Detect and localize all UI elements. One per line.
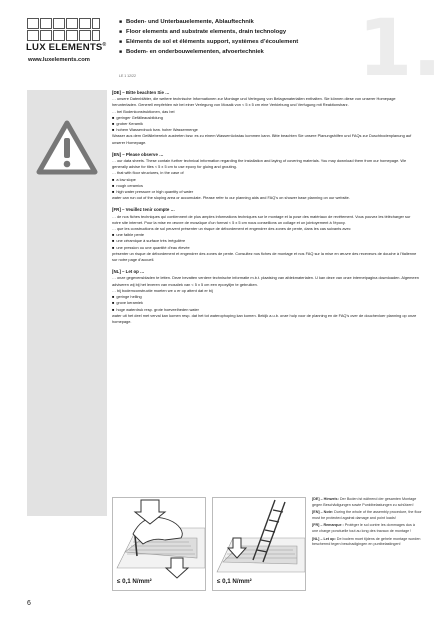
chapter-number: 1. [358,4,442,94]
section-heading-en: [EN] – Please observe … [112,151,164,157]
page-number: 6 [27,600,31,607]
note-de: [DE] – Hinweis: Der Boden ist während der gesamten Montage gegen Beschädigungen sowie Punktbelastungen zu schützen! [312,497,417,507]
load-label: ≤ 0,1 N/mm² [217,578,252,585]
section-intro-fr: … de nos fiches techniques qui contiennent de plus amples informations techniques sur le montage et la pose des matériaux de revêtement. Vous pouvez les télécharger sur notre site internet. Pour la mise en œuvre de mosaïque d’un format < 5 x 5 cm nous conseillons un collage et un jointoyement à l’époxy. [112,213,411,225]
bullet-item: ■ grove keramiek [112,300,420,306]
brand-url[interactable]: www.luxelements.com [28,57,90,63]
ladder-illustration [213,498,305,590]
notes-column [312,497,422,550]
bullet-item: ■ une pression ou une quantité d’eau élevée [112,245,420,251]
bullet-item: ■ grober Keramik [112,121,420,127]
bullet-item: ■ high water pressure or high quantity of water [112,189,420,195]
section-lead-de: … bei Bodenkonstruktionen, das bei [112,108,175,114]
bullet-item: ■ rough ceramics [112,183,420,189]
section-heading-fr: [FR] – Veuillez tenir compte … [112,207,175,213]
bullet-item: ■ hohem Wasserdruck bzw. hoher Wassermenge [112,127,420,133]
note-nl: [NL] – Let op: De bodem moet tijdens de gehele montage worden beschermd tegen beschadigingen en puntbelastingen! [312,536,421,547]
headline-nl: ■ Bodem- en onderbouwelementen, afvoertechniek [119,47,349,57]
doc-reference: LE 1 12/22 [119,74,136,78]
bullet-item: ■ a low slope [112,177,420,183]
section-intro-en: … our data sheets. These contain further technical information regarding the installation and laying of covering materials. You may download them from our homepage. We generally advise for tiles < 5 x 5 cm to use epoxy for gluing and grouting. [112,158,407,170]
bullet-item: ■ une céramique à surface très irrégulière [112,238,420,244]
section-outro-de: Wasser aus dem Gefällebereich austreten bzw. es zu einem Wasserrückstau kommen kann. Bitte beachten Sie unsere Planungshilfen und FAQs zur Duschbodenplanung auf unserer Homepage. [112,133,412,145]
note-en: [EN] – Note: During the whole of the assembly procedure, the floor must be protected against damage and point loads! [312,510,422,520]
brand-name: LUX ELEMENTS® [26,42,107,54]
section-heading-de: [DE] – Bitte beachten Sie … [112,90,170,95]
section-lead-en: … that with floor structures, in the case of [112,170,184,176]
figure-point-load [112,497,206,591]
section-outro-fr: présenter un risque de débordement et engendrer des zones de pente. Consultez nos fiches de montage et nos FAQ sur la mise en œuvre des receveurs de douche à l’italienne sur notre page d’accueil. [112,250,417,263]
headline-de: ■ Boden- und Unterbauelemente, Ablauftechnik [119,17,349,27]
section-heading-nl: [NL] – Let op … [112,269,145,275]
section-outro-nl: water uit het deel met verval kan komen resp. dat het tot waterophoping kan komen. Bekijk a.u.b. onze hulp voor de planning en de FAQ’s over de douchevloer planning op onze homepage. [112,312,417,324]
logo-mark [27,18,99,42]
section-outro-en: water can run out of the sloping area or accumulate. Please refer to our planning aids and FAQ’s on shower base planning on our website. [112,195,350,201]
bullet-item: ■ geringer Gefälleausbildung [112,115,420,121]
headline-en: ■ Floor elements and substrate elements, drain technology [119,27,349,37]
bullet-item: ■ geringe helling [112,294,420,300]
note-fr: [FR] – Remarque : Protéger le sol contre les dommages dus à une charge ponctuelle tout au long des travaux de montage ! [312,523,415,533]
section-intro-nl: … onze gegevensbladen te letten. Deze bevatten verdere technische informatie m.b.t. plaatsing van afdekmaterialen. U kan deze van onze internetpagina downloaden. Algemeen adviseren wij bij het leveren van mosaïek van < 5 x 5 cm een epoxylijm te gebruiken. [112,275,419,287]
figure-ladder-load [212,497,306,591]
warning-icon [36,120,98,176]
bullet-item: ■ une faible pente [112,232,420,238]
section-intro-de: … unsere Datenblätter, die weitere technische Informationen zur Montage und Verlegung von Belagsmaterialien enthalten. Sie können diese von unserer Homepage herunterladen. Generell empfehlen wir bei einer Verlegung von Mosaik von < 5 x 5 cm eine Verklebung und Verfugung mit Reaktionsharz. [112,96,396,108]
headline-fr: ■ Eléments de sol et éléments support, systèmes d’écoulement [119,37,349,47]
high-heel-illustration [113,498,205,590]
section-lead-fr: … que les constructions de sol peuvent présenter un risque de débordement et engendrer des zones de pente, dans les cas suivants avec [112,226,351,232]
instructions-text [112,90,420,325]
load-label: ≤ 0,1 N/mm² [117,578,152,585]
bullet-item: ■ hoge waterdruk resp. grote hoeveelheden water [112,307,420,313]
section-lead-nl: … bij bodemconstructie moeten we u er op attent dat er bij [112,287,213,293]
headline-list [119,17,349,57]
